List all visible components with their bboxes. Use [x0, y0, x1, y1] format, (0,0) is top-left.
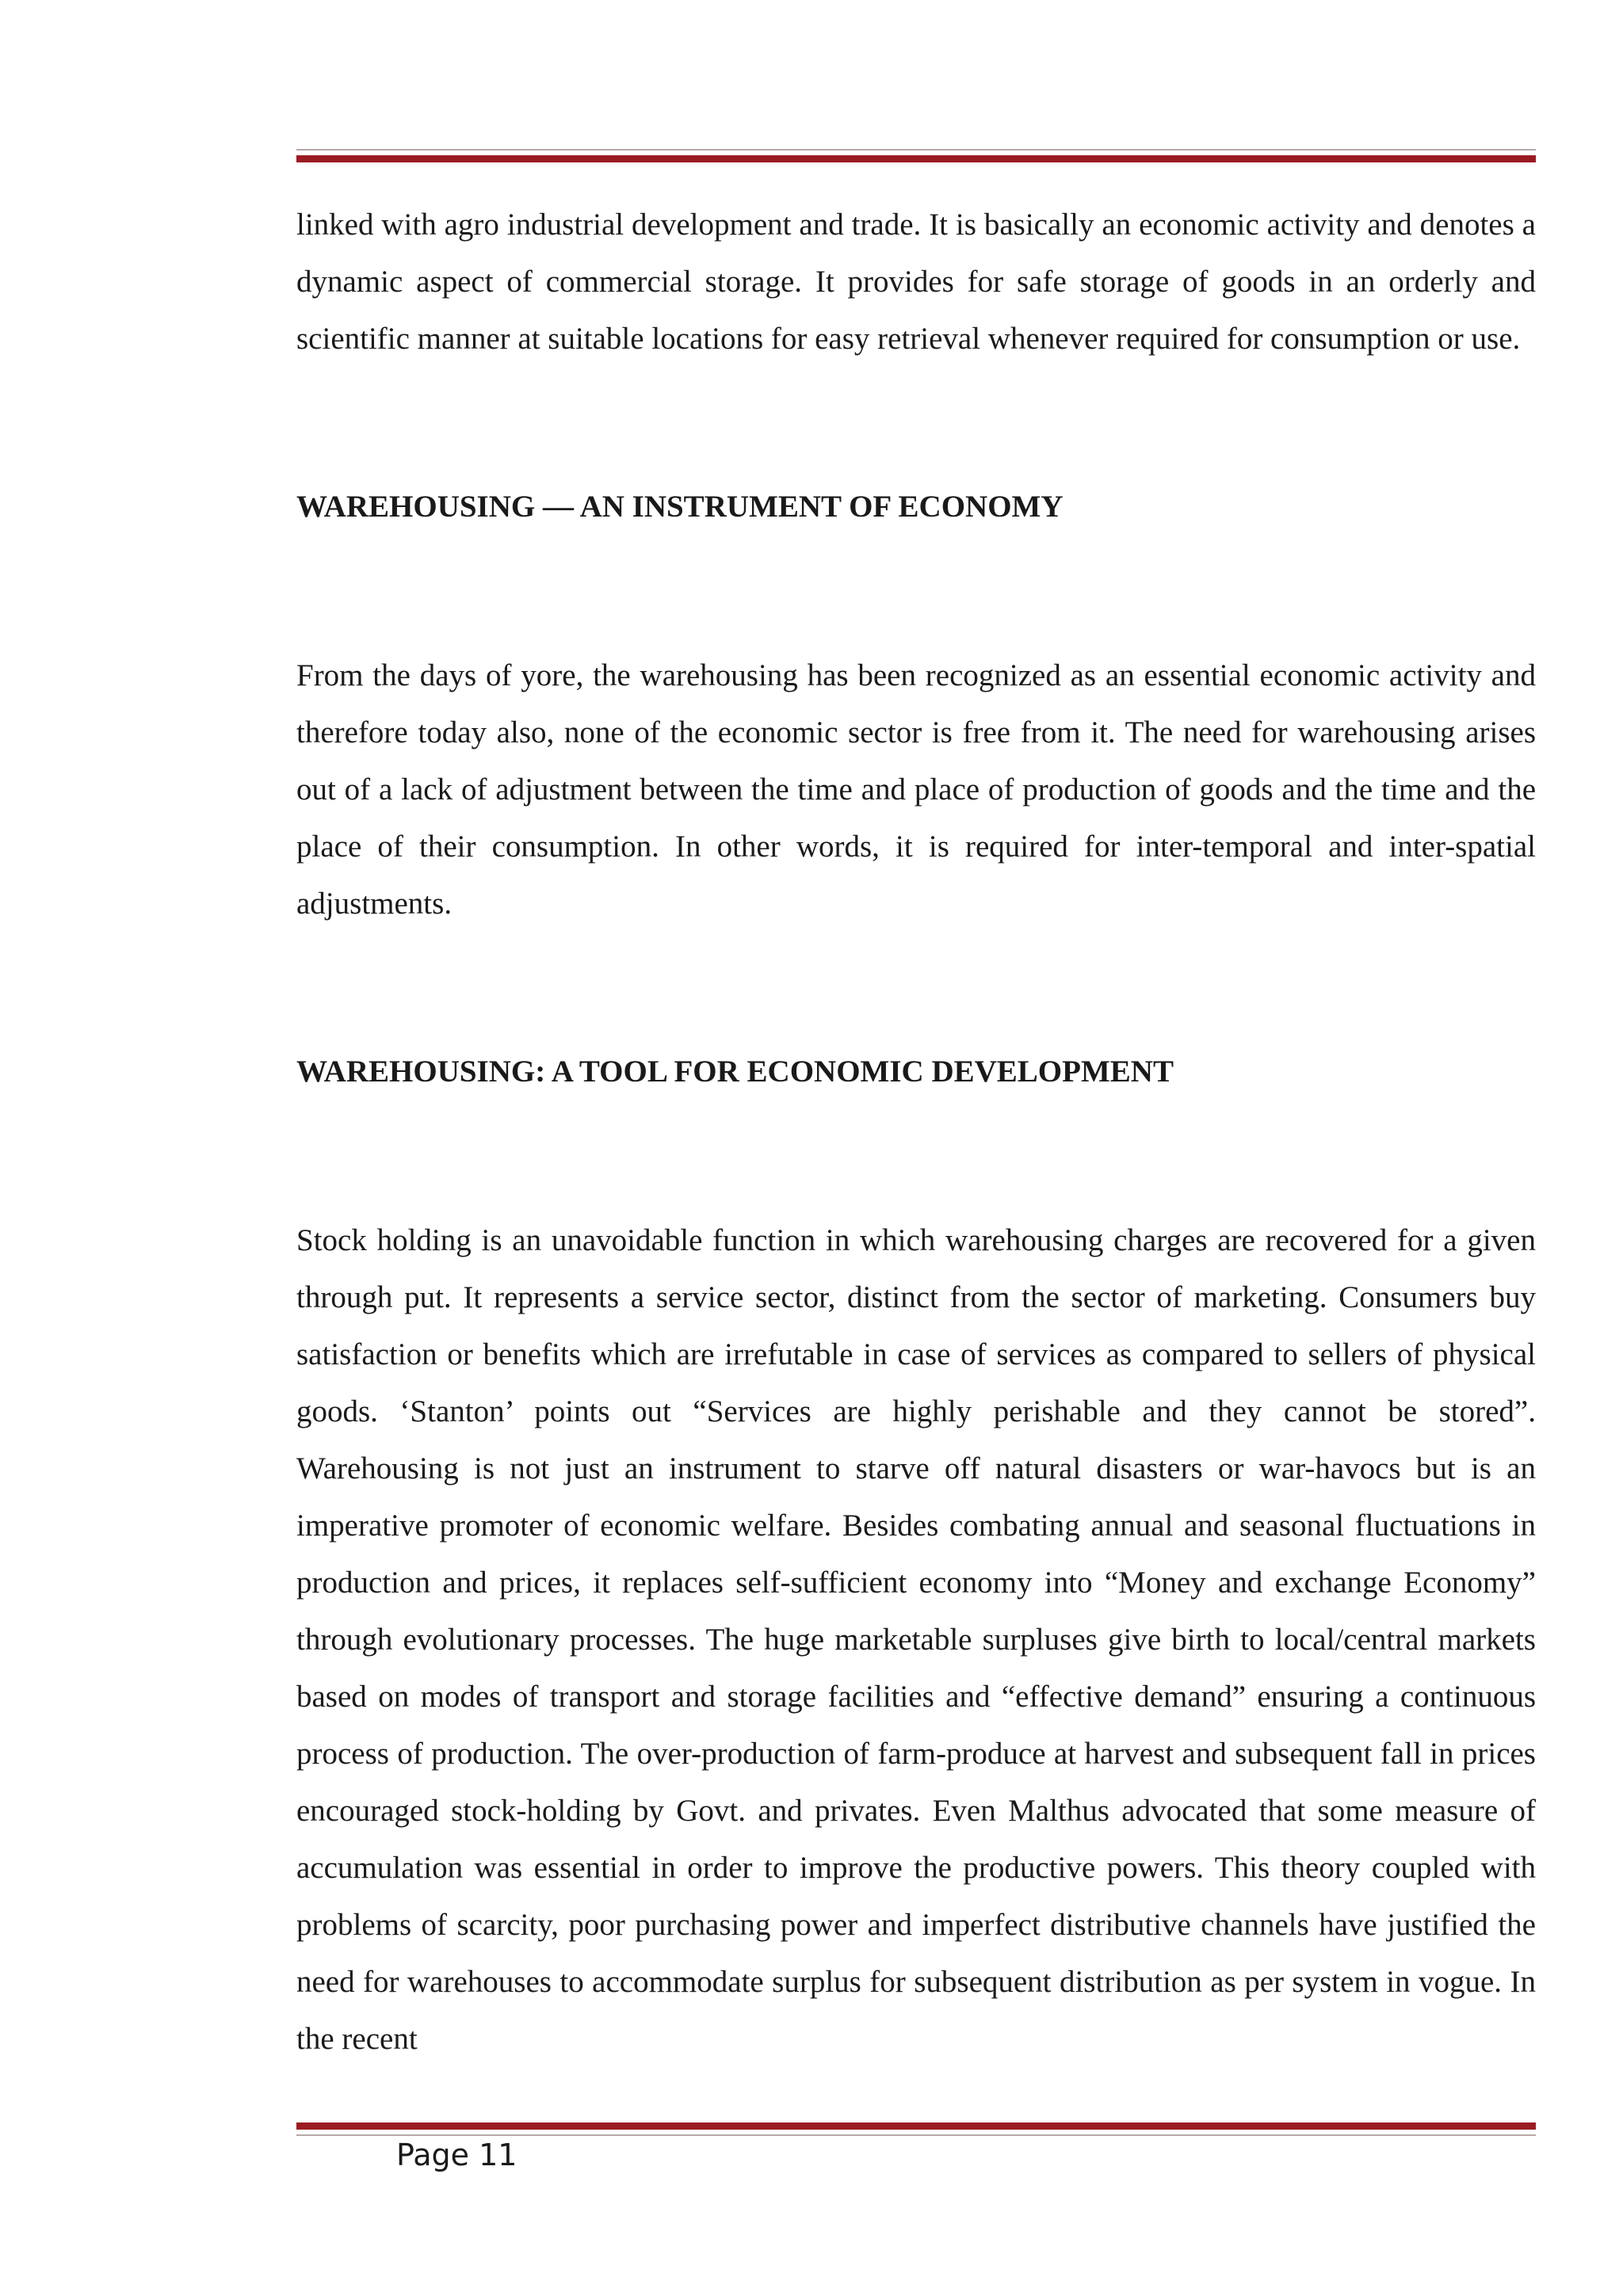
- paragraph-intro-continued: linked with agro industrial development and trade. It is basically an economic activity and denotes a dynamic aspect of commercial storage. It provides for safe storage of goods in an orderly and scientific manner at suitable locations for easy retrieval whenever required for consumption or use.: [296, 208, 1536, 356]
- section-heading-instrument-of-economy: WAREHOUSING — AN INSTRUMENT OF ECONOMY: [296, 490, 1064, 524]
- section-heading-tool-for-development: WAREHOUSING: A TOOL FOR ECONOMIC DEVELOPMENT: [296, 1055, 1174, 1089]
- paragraph-days-of-yore: From the days of yore, the warehousing has been recognized as an essential economic activity and therefore today also, none of the economic sector is free from it. The need for warehousing arises out of a lack of adjustment between the time and place of production of goods and the time and the place of their consumption. In other words, it is required for inter-temporal and inter-spatial adjustments.: [296, 658, 1536, 921]
- header-rule: [296, 149, 1536, 162]
- page-number: Page 11: [396, 2138, 517, 2172]
- footer-rule-thick-line: [296, 2122, 1536, 2130]
- header-rule-thick-line: [296, 155, 1536, 162]
- page-content: [296, 196, 1536, 2068]
- paragraph-stock-holding: Stock holding is an unavoidable function in which warehousing charges are recovered for a given through put. It represents a service sector, distinct from the sector of marketing. Consumers buy satisfaction or benefits which are irrefutable in case of services as compared to sellers of physical goods. ‘Stanton’ points out “Services are highly perishable and they cannot be stored”. Warehousing is not just an instrument to starve off natural disasters or war-havocs but is an imperative promoter of economic welfare. Besides combating annual and seasonal fluctuations in production and prices, it replaces self-sufficient economy into “Money and exchange Economy” through evolutionary processes. The huge marketable surpluses give birth to local/central markets based on modes of transport and storage facilities and “effective demand” ensuring a continuous process of production. The over-production of farm-produce at harvest and subsequent fall in prices encouraged stock-holding by Govt. and privates. Even Malthus advocated that some measure of accumulation was essential in order to improve the productive powers. This theory coupled with problems of scarcity, poor purchasing power and imperfect distributive channels have justified the need for warehouses to accommodate surplus for subsequent distribution as per system in vogue. In the recent: [296, 1223, 1536, 2056]
